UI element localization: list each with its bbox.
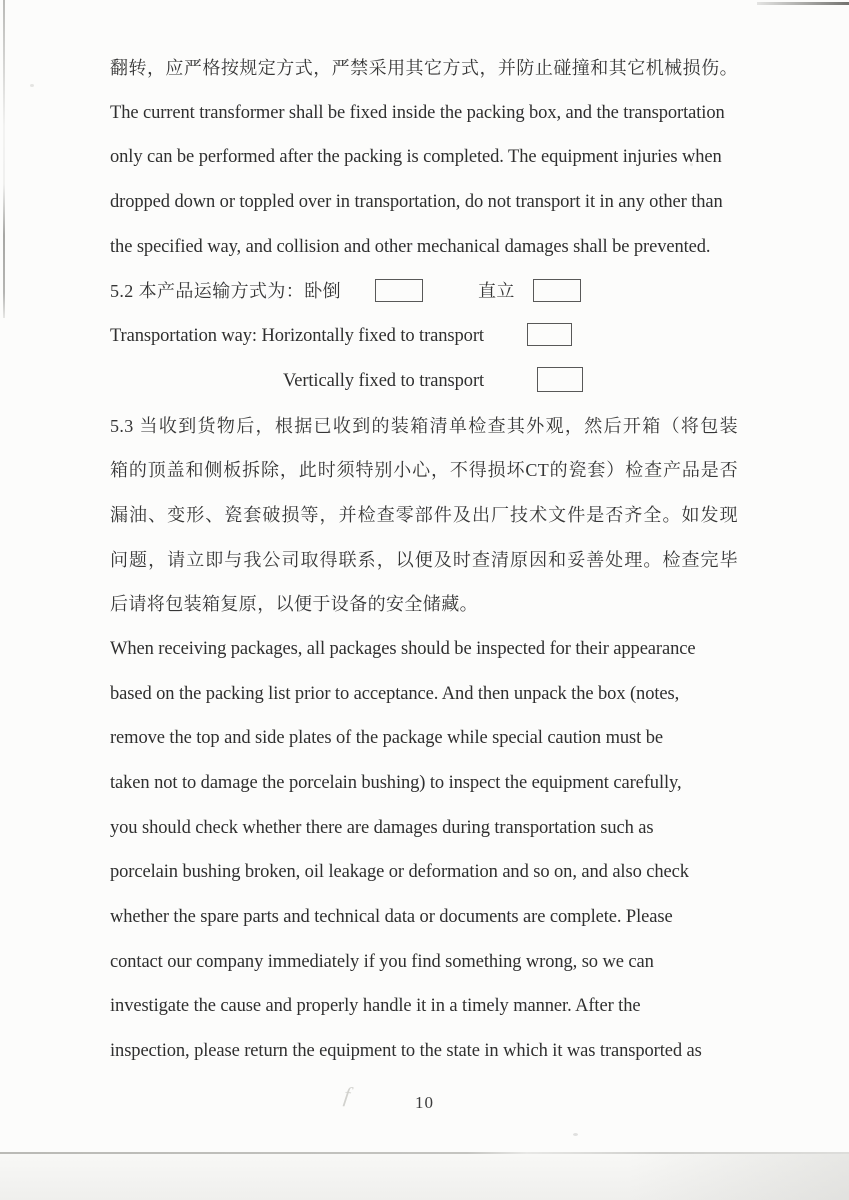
text-line: only can be performed after the packing is completed. The equipment injuries when xyxy=(110,147,722,168)
transport-way-row-vertical xyxy=(110,359,738,404)
text-line: investigate the cause and properly handle it in a timely manner. After the xyxy=(110,996,641,1017)
transport-mode-row-zh xyxy=(110,269,738,314)
scan-speck xyxy=(573,1133,578,1136)
scan-edge-bottom-line xyxy=(0,1152,849,1154)
checkbox-horizontal-en xyxy=(527,323,572,346)
checkbox-horizontal-zh xyxy=(375,279,423,302)
text-line: The current transformer shall be fixed inside the packing box, and the transportation xyxy=(110,102,725,123)
text-line: the specified way, and collision and other mechanical damages shall be prevented. xyxy=(110,236,711,257)
text-line-zh: 漏油、变形、瓷套破损等，并检查零部件及出厂技术文件是否齐全。如发现 xyxy=(110,504,738,525)
text-line: you should check whether there are damages during transportation such as xyxy=(110,817,654,838)
text-line: dropped down or toppled over in transportation, do not transport it in any other than xyxy=(110,192,723,213)
text-line-zh: 问题，请立即与我公司取得联系，以便及时查清原因和妥善处理。检查完毕 xyxy=(110,549,738,570)
page-number: 10 xyxy=(415,1093,434,1112)
option-vertical-label-zh: 直立 xyxy=(478,281,515,302)
text-line: remove the top and side plates of the package while special caution must be xyxy=(110,728,663,749)
text-line: porcelain bushing broken, oil leakage or deformation and so on, and also check xyxy=(110,862,689,883)
handwritten-margin-mark: f xyxy=(342,1081,352,1108)
text-line: whether the spare parts and technical data or documents are complete. Please xyxy=(110,907,673,928)
text-line: taken not to damage the porcelain bushing) to inspect the equipment carefully, xyxy=(110,773,682,793)
text-line: based on the packing list prior to acceptance. And then unpack the box (notes, xyxy=(110,683,680,704)
transport-way-vertical-label: Vertically fixed to transport xyxy=(283,370,485,391)
text-line: contact our company immediately if you find something wrong, so we can xyxy=(110,951,654,972)
transport-way-horizontal-label: Transportation way: Horizontally fixed to transport xyxy=(110,326,484,347)
text-line-zh: 箱的顶盖和侧板拆除，此时须特别小心，不得损坏CT的瓷套）检查产品是否 xyxy=(110,460,738,481)
document-body xyxy=(110,46,738,1074)
option-horizontal-label-zh: 卧倒 xyxy=(304,281,342,302)
scan-edge-top-right-line xyxy=(757,2,849,5)
text-line: When receiving packages, all packages should be inspected for their appearance xyxy=(110,638,696,659)
checkbox-vertical-zh xyxy=(533,279,581,302)
scan-speck xyxy=(30,84,34,87)
text-line-zh: 后请将包装箱复原，以便于设备的安全储藏。 xyxy=(110,594,478,615)
transport-way-row-horizontal xyxy=(110,314,738,359)
text-line-zh: 5.3 当收到货物后，根据已收到的装箱清单检查其外观，然后开箱（将包装 xyxy=(110,415,738,436)
scan-edge-left-line xyxy=(3,0,5,318)
text-line-zh-intro: 翻转，应严格按规定方式，严禁采用其它方式，并防止碰撞和其它机械损伤。 xyxy=(110,58,738,78)
text-line: inspection, please return the equipment to the state in which it was transported as xyxy=(110,1041,702,1062)
transport-mode-label-zh: 5.2 本产品运输方式为： xyxy=(110,281,305,302)
checkbox-vertical-en xyxy=(537,367,583,392)
scan-bottom-band xyxy=(0,1154,849,1200)
